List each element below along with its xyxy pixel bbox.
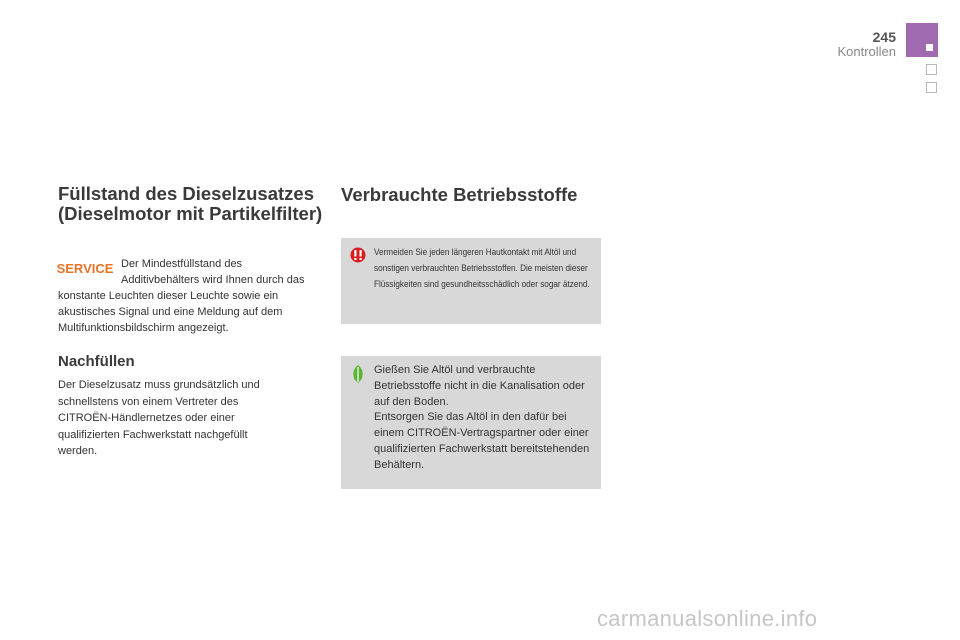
tab-marker-icon bbox=[926, 44, 933, 51]
environment-text-1: Gießen Sie Altöl und verbrauchte Betriebsstoffe nicht in die Kanalisation oder auf den Boden. bbox=[374, 364, 585, 408]
chapter-tab-active bbox=[906, 23, 938, 57]
heading-used-fluids: Verbrauchte Betriebsstoffe bbox=[341, 184, 578, 205]
environment-text bbox=[374, 363, 596, 474]
service-icon-label: SERVICE bbox=[56, 261, 114, 276]
environment-text-2: Entsorgen Sie das Altöl in den dafür bei einem CITROËN-Vertragspartner oder einer qualifizierten Fachwerkstatt bereitstehenden Behältern. bbox=[374, 411, 590, 471]
heading-diesel-additive: Füllstand des Dieselzusatzes (Dieselmotor mit Partikelfilter) bbox=[58, 183, 323, 224]
chapter-tab-box bbox=[926, 82, 937, 93]
warning-box bbox=[341, 238, 601, 324]
leaf-icon bbox=[350, 364, 366, 384]
warning-text: Vermeiden Sie jeden längeren Hautkontakt mit Altöl und sonstigen verbrauchten Betriebsstoffen. Die meisten dieser Flüssigkeiten sind gesundheitsschädlich oder sogar ätzend. bbox=[374, 247, 590, 290]
section-title: Kontrollen bbox=[837, 44, 896, 59]
refill-paragraph: Der Dieselzusatz muss grundsätzlich und schnellstens von einem Vertreter des CITROËN-Händlernetzes oder einer qualifizierten Fachwerkstatt nachgefüllt werden. bbox=[58, 379, 260, 457]
warning-icon bbox=[350, 247, 366, 263]
heading-refill: Nachfüllen bbox=[58, 353, 135, 370]
environment-box bbox=[341, 356, 601, 489]
service-paragraph bbox=[58, 256, 308, 336]
page-number: 245 bbox=[872, 29, 896, 45]
service-paragraph-text: Der Mindestfüllstand des Additivbehälters wird Ihnen durch das konstante Leuchten dieser Leuchte sowie ein akustisches Signal und eine Meldung auf dem Multifunktionsbildschirm angezeigt. bbox=[58, 258, 305, 334]
watermark: carmanualsonline.info bbox=[597, 606, 818, 631]
chapter-tab-box bbox=[926, 64, 937, 75]
